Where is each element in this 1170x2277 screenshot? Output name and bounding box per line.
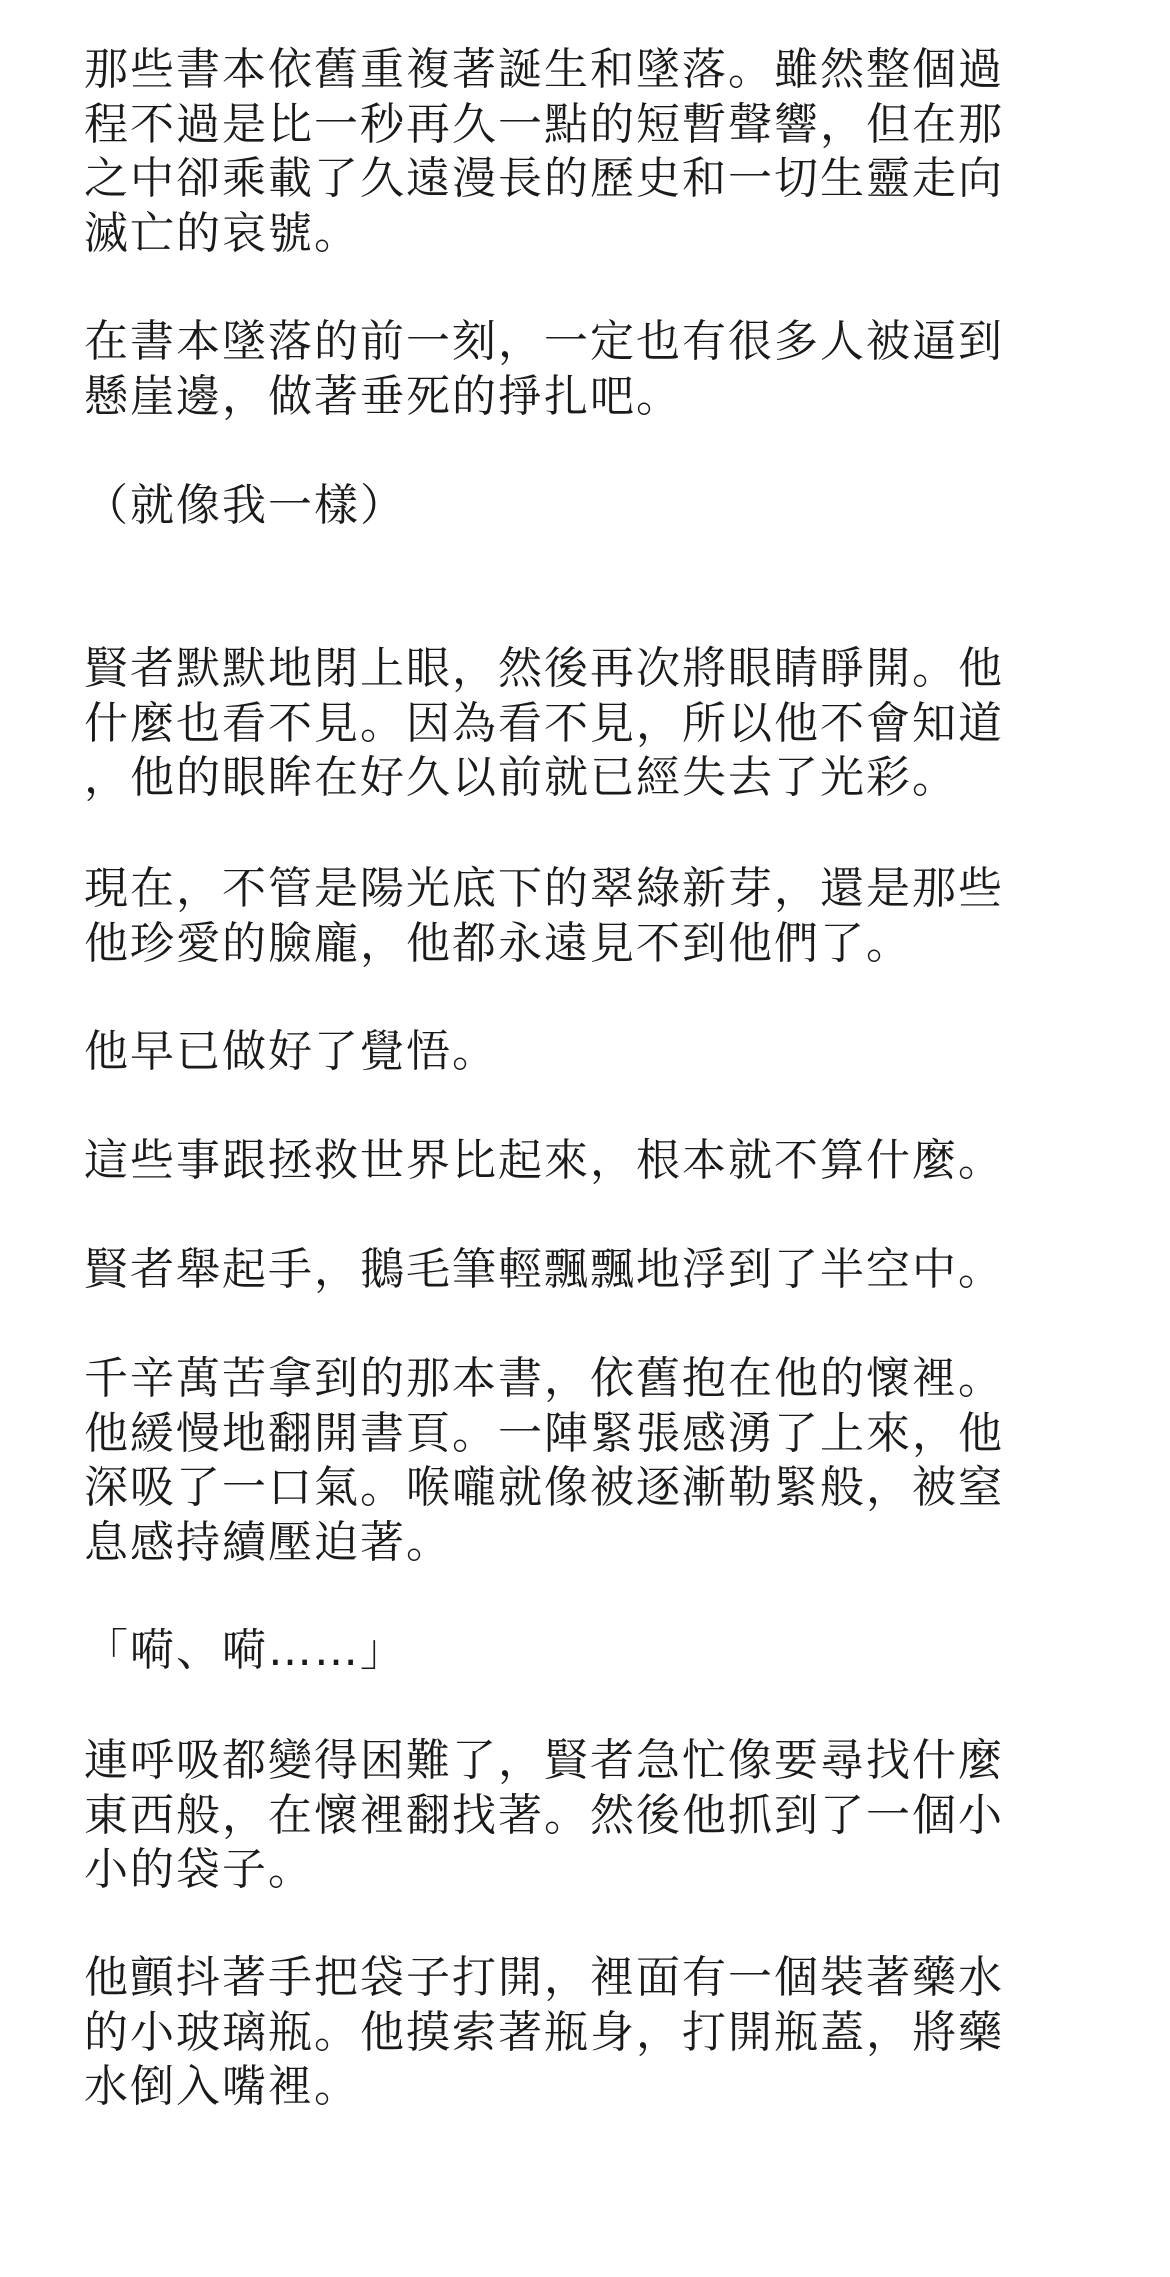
text-line: 滅亡的哀號。 bbox=[84, 207, 360, 259]
paragraph-7 bbox=[84, 1134, 1094, 1189]
paragraph-12 bbox=[84, 1951, 1094, 2115]
text-line: ，他的眼眸在好久以前就已經失去了光彩。 bbox=[84, 752, 958, 803]
paragraph-8 bbox=[84, 1243, 1094, 1298]
text-line: 之中卻乘載了久遠漫長的歷史和一切生靈走向 bbox=[84, 153, 1004, 204]
text-line: 懸崖邊，做著垂死的掙扎吧。 bbox=[84, 370, 682, 422]
text-line: 東西般，在懷裡翻找著。然後他抓到了一個小 bbox=[84, 1789, 1004, 1841]
paragraph-10 bbox=[84, 1624, 1094, 1679]
text-line: 這些事跟拯救世界比起來，根本就不算什麼。 bbox=[84, 1135, 1004, 1186]
paragraph-6 bbox=[84, 1025, 1094, 1080]
paragraph-3 bbox=[84, 479, 1094, 534]
text-line: 賢者默默地閉上眼，然後再次將眼睛睜開。他 bbox=[84, 643, 1004, 694]
text-line: 程不過是比一秒再久一點的短暫聲響，但在那 bbox=[84, 98, 1004, 150]
text-line: 他早已做好了覺悟。 bbox=[84, 1026, 498, 1077]
text-line: 在書本墜落的前一刻，一定也有很多人被逼到 bbox=[84, 316, 1004, 367]
paragraph-4 bbox=[84, 642, 1094, 806]
text-line: 的小玻璃瓶。他摸索著瓶身，打開瓶蓋，將藥 bbox=[84, 2006, 1004, 2058]
text-line: 息感持續壓迫著。 bbox=[84, 1516, 452, 1568]
paragraph-9 bbox=[84, 1352, 1094, 1570]
text-line: 賢者舉起手，鵝毛筆輕飄飄地浮到了半空中。 bbox=[84, 1244, 1004, 1295]
text-line: 深吸了一口氣。喉嚨就像被逐漸勒緊般，被窒 bbox=[84, 1462, 1004, 1513]
paragraph-1 bbox=[84, 43, 1094, 261]
text-line: 他顫抖著手把袋子打開，裡面有一個裝著藥水 bbox=[84, 1952, 1004, 2003]
text-line: 那些書本依舊重複著誕生和墜落。雖然整個過 bbox=[84, 44, 1004, 95]
text-line: （就像我一樣） bbox=[84, 480, 406, 531]
text-line: 小的袋子。 bbox=[84, 1844, 314, 1895]
paragraph-11 bbox=[84, 1734, 1094, 1898]
text-line: 連呼吸都變得困難了，賢者急忙像要尋找什麼 bbox=[84, 1735, 1004, 1786]
text-line: 現在，不管是陽光底下的翠綠新芽，還是那些 bbox=[84, 863, 1004, 914]
text-line: 「嗬、嗬……」 bbox=[84, 1625, 406, 1676]
text-line: 千辛萬苦拿到的那本書，依舊抱在他的懷裡。 bbox=[84, 1353, 1004, 1404]
text-line: 他珍愛的臉龐，他都永遠見不到他們了。 bbox=[84, 917, 912, 969]
paragraph-2 bbox=[84, 315, 1094, 424]
paragraph-5 bbox=[84, 862, 1094, 971]
text-line: 什麼也看不見。因為看不見，所以他不會知道 bbox=[84, 697, 1004, 749]
text-line: 水倒入嘴裡。 bbox=[84, 2061, 360, 2112]
text-line: 他緩慢地翻開書頁。一陣緊張感湧了上來，他 bbox=[84, 1407, 1004, 1459]
